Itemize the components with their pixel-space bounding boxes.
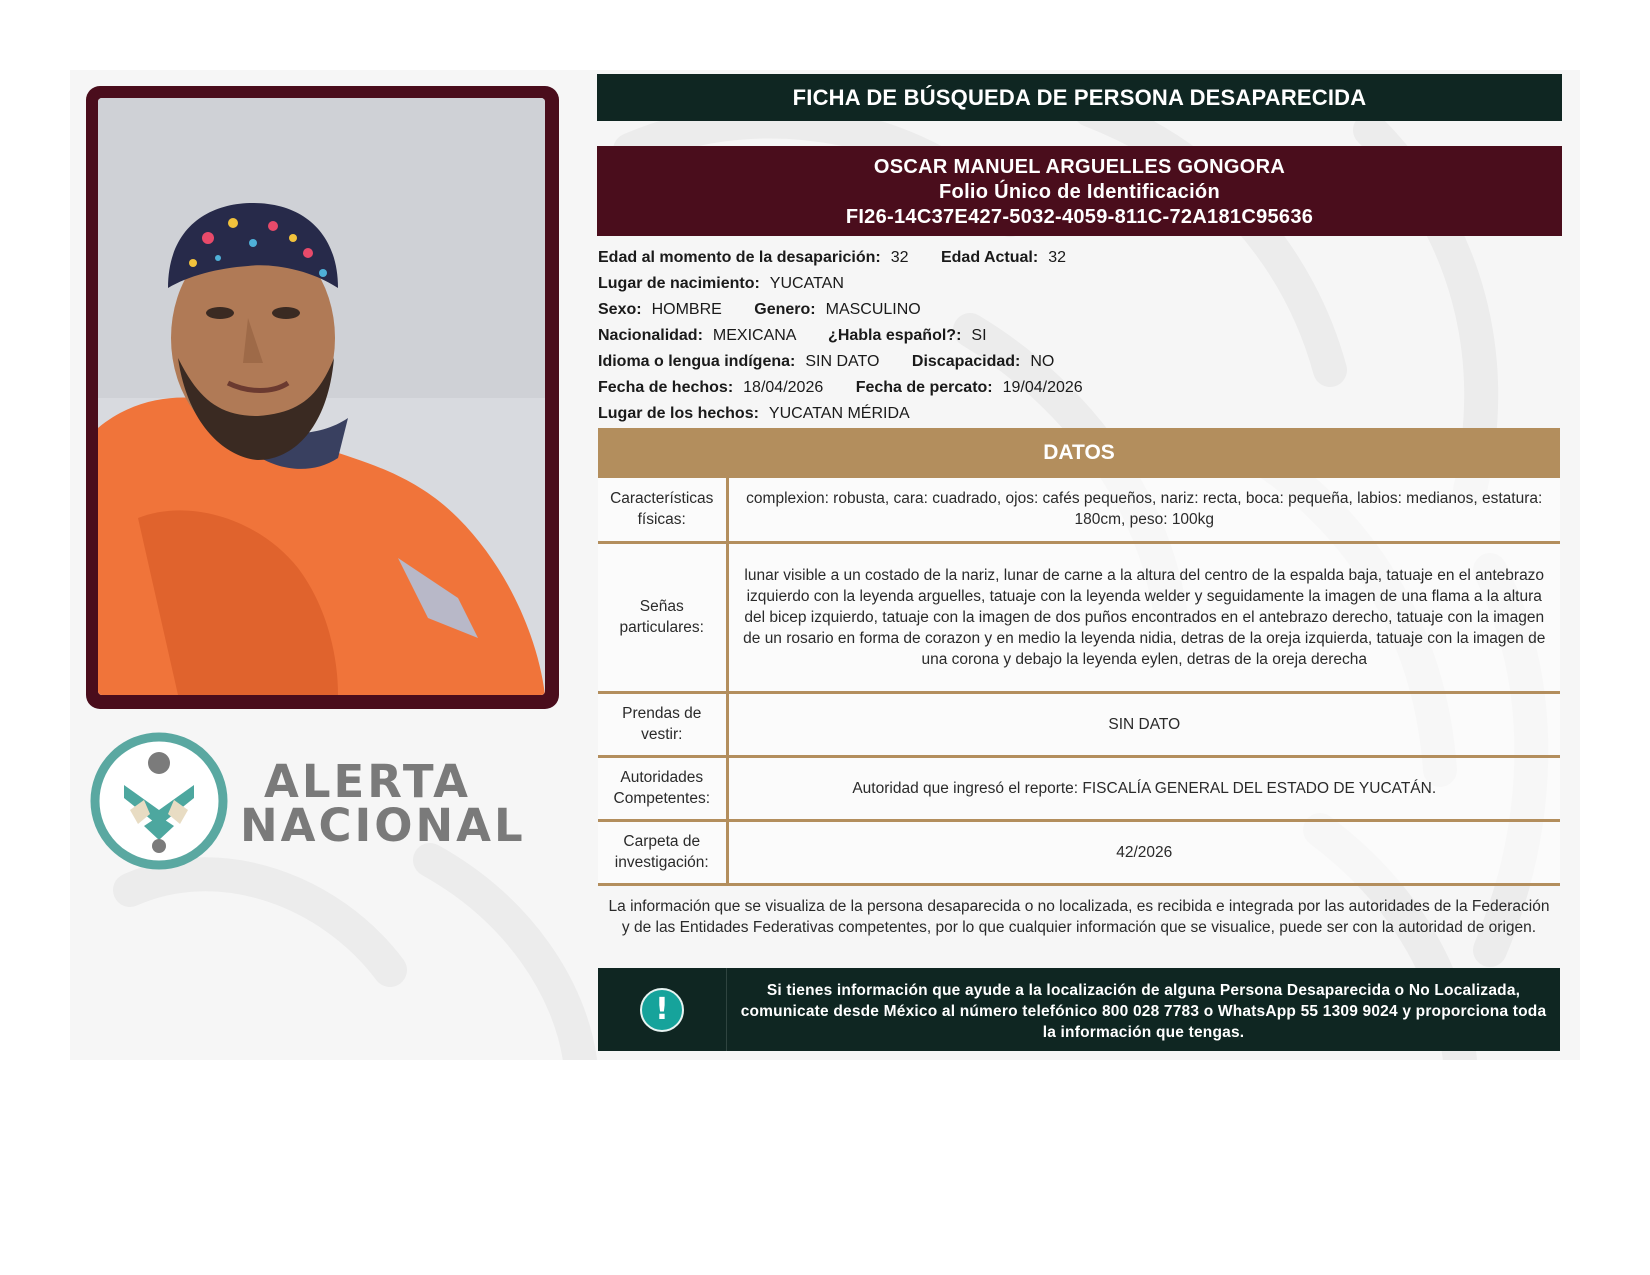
fact-label: ¿Habla español?:: [828, 327, 962, 344]
table-row: [598, 542, 1560, 692]
logo-line-2: NACIONAL: [240, 799, 526, 852]
table-row-value: lunar visible a un costado de la nariz, lunar de carne a la altura del centro de la espalda baja, tatuaje en el antebrazo izquierdo con la leyenda arguelles, tatuaje con la leyenda welder y seguidamente la imagen de una flama a la altura del bicep izquierdo, tatuaje con la imagen de dos puños encontrados en el antebrazo derecho, tatuaje con la imagen de un rosario en forma de corazon y en medio la leyenda nidia, detras de la oreja izquierda, tatuaje con la imagen de una corona y debajo la leyenda eylen, detras de la oreja derecha: [727, 542, 1560, 692]
table-row: [598, 820, 1560, 884]
fact-row-idioma: [598, 349, 1498, 375]
folio-label: Folio Único de Identificación: [939, 181, 1220, 203]
page-title: FICHA DE BÚSQUEDA DE PERSONA DESAPARECIDA: [597, 74, 1562, 121]
fact-value: SI: [971, 327, 987, 344]
table-row: [598, 756, 1560, 820]
logo-line-1: ALERTA: [264, 755, 471, 808]
fact-value: HOMBRE: [651, 301, 722, 318]
table-row: [598, 478, 1560, 542]
logo-wordmark: [240, 755, 526, 852]
fact-value: 18/04/2026: [743, 379, 824, 396]
table-row-label: Carpeta de investigación:: [598, 820, 727, 884]
table-row-label: Características físicas:: [598, 478, 727, 542]
table-row-label: Autoridades Competentes:: [598, 756, 727, 820]
fact-row-edad: [598, 245, 1498, 271]
table-row-label: Señas particulares:: [598, 542, 727, 692]
fact-label: Edad al momento de la desaparición:: [598, 249, 881, 266]
folio-number: FI26-14C37E427-5032-4059-811C-72A181C95636: [845, 206, 1314, 228]
fact-label: Lugar de los hechos:: [598, 405, 759, 422]
table-row-value: complexion: robusta, cara: cuadrado, ojos: cafés pequeños, nariz: recta, boca: pequeña, labios: medianos, estatura: 180cm, peso: 100kg: [727, 478, 1560, 542]
fact-value: 19/04/2026: [1002, 379, 1083, 396]
fact-value: MASCULINO: [825, 301, 921, 318]
fact-label: Fecha de percato:: [855, 379, 993, 396]
datos-table: [598, 478, 1560, 886]
fact-label: Idioma o lengua indígena:: [598, 353, 796, 370]
fact-label: Fecha de hechos:: [598, 379, 734, 396]
table-row: [598, 692, 1560, 756]
contact-icon-cell: [598, 968, 727, 1051]
person-photo: [98, 98, 545, 695]
contact-banner: [598, 968, 1560, 1051]
person-name: OSCAR MANUEL ARGUELLES GONGORA: [873, 156, 1286, 178]
table-row-value: 42/2026: [727, 820, 1560, 884]
fact-value: NO: [1030, 353, 1055, 370]
datos-header: DATOS: [598, 428, 1560, 478]
person-facts: [598, 245, 1498, 427]
fact-value: YUCATAN MÉRIDA: [768, 405, 910, 422]
photo-frame: [86, 86, 559, 709]
fact-value: MEXICANA: [712, 327, 796, 344]
fact-value: SIN DATO: [805, 353, 880, 370]
fact-value: 32: [1048, 249, 1066, 266]
contact-text: Si tienes información que ayude a la localización de alguna Persona Desaparecida o No Localizada, comunicate desde México al número telefónico 800 028 7783 o WhatsApp 55 1309 9024 y proporciona toda la información que tengas.: [740, 982, 1547, 1041]
fact-label: Edad Actual:: [940, 249, 1039, 266]
table-row-value: Autoridad que ingresó el reporte: FISCALÍA GENERAL DEL ESTADO DE YUCATÁN.: [727, 756, 1560, 820]
fact-row-nacimiento: [598, 271, 1498, 297]
alerta-nacional-logo: [88, 730, 526, 875]
fact-row-nacionalidad: [598, 323, 1498, 349]
fact-label: Genero:: [754, 301, 816, 318]
fact-row-sexo: [598, 297, 1498, 323]
fact-row-fechas: [598, 375, 1498, 401]
fact-label: Nacionalidad:: [598, 327, 703, 344]
fact-value: 32: [890, 249, 909, 266]
fact-value: YUCATAN: [769, 275, 844, 292]
fact-label: Discapacidad:: [911, 353, 1021, 370]
fact-label: Lugar de nacimiento:: [598, 275, 760, 292]
fact-label: Sexo:: [598, 301, 642, 318]
person-identity-block: [597, 146, 1562, 236]
alerta-nacional-emblem-icon: [88, 730, 230, 872]
exclamation-icon: !: [640, 988, 684, 1032]
fact-row-lugar-hechos: [598, 401, 1498, 427]
table-row-label: Prendas de vestir:: [598, 692, 727, 756]
table-row-value: SIN DATO: [727, 692, 1560, 756]
disclaimer-text: La información que se visualiza de la persona desaparecida o no localizada, es recibida e integrada por las autoridades de la Federación y de las Entidades Federativas competentes, por lo que cualquier información que se visualice, puede ser con la autoridad de origen.: [608, 898, 1550, 936]
